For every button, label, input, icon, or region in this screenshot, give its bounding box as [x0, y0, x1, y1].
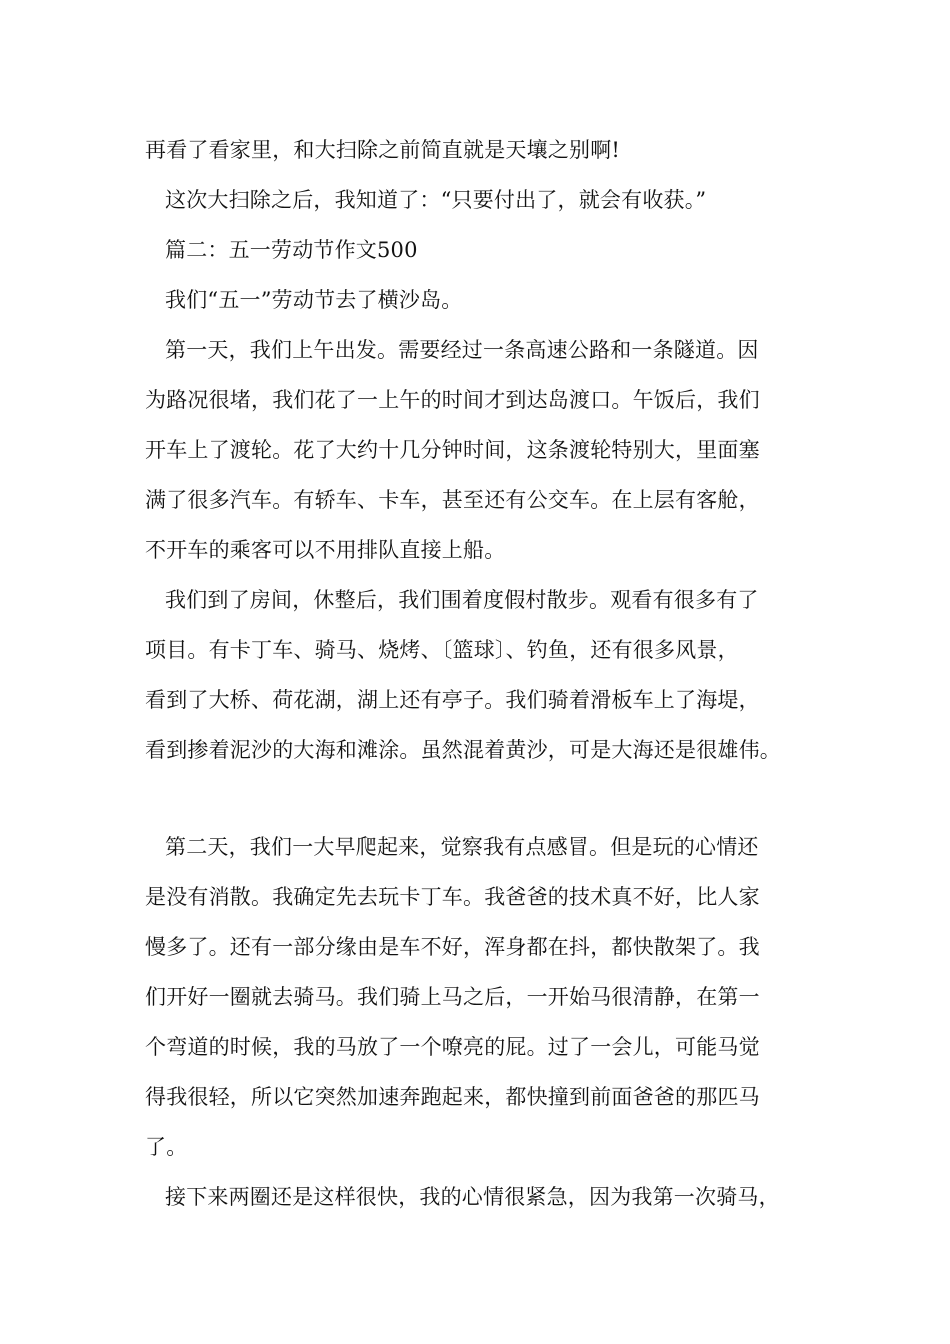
text-line: 们开好一圈就去骑马。我们骑上马之后，一开始马很清静，在第一: [145, 985, 760, 1009]
text-line: 第二天，我们一大早爬起来，觉察我有点感冒。但是玩的心情还: [165, 835, 759, 859]
text-line: 为路况很堵，我们花了一上午的时间才到达岛渡口。午饭后，我们: [145, 388, 760, 412]
text-line: 项目。有卡丁车、骑马、烧烤、〔篮球〕、钓鱼，还有很多风景，: [145, 638, 739, 662]
text-line: 慢多了。还有一部分缘由是车不好，浑身都在抖，都快散架了。我: [145, 935, 760, 959]
text-line: 了。: [145, 1135, 188, 1159]
text-line: 接下来两圈还是这样很快，我的心情很紧急，因为我第一次骑马，: [165, 1185, 780, 1209]
text-line: 第一天，我们上午出发。需要经过一条高速公路和一条隧道。因: [165, 338, 759, 362]
text-line: 开车上了渡轮。花了大约十几分钟时间，这条渡轮特别大，里面塞: [145, 438, 760, 462]
text-line: 满了很多汽车。有轿车、卡车，甚至还有公交车。在上层有客舱，: [145, 488, 760, 512]
text-line: 再看了看家里，和大扫除之前简直就是天壤之别啊!: [145, 138, 621, 162]
text-line: 个弯道的时候，我的马放了一个嘹亮的屁。过了一会儿，可能马觉: [145, 1035, 760, 1059]
text-line: 我们“五一”劳动节去了横沙岛。: [165, 288, 463, 312]
text-line: 看到掺着泥沙的大海和滩涂。虽然混着黄沙，可是大海还是很雄伟。: [145, 738, 781, 762]
text-line: 是没有消散。我确定先去玩卡丁车。我爸爸的技术真不好，比人家: [145, 885, 760, 909]
text-line: 不开车的乘客可以不用排队直接上船。: [145, 538, 506, 562]
text-line: 我们到了房间，休整后，我们围着度假村散步。观看有很多有了: [165, 588, 759, 612]
text-line: 看到了大桥、荷花湖，湖上还有亭子。我们骑着滑板车上了海堤，: [145, 688, 760, 712]
text-line: 这次大扫除之后，我知道了：“只要付出了，就会有收获。”: [165, 188, 707, 212]
section-heading: 篇二：五一劳动节作文500: [165, 238, 418, 262]
text-line: 得我很轻，所以它突然加速奔跑起来，都快撞到前面爸爸的那匹马: [145, 1085, 760, 1109]
